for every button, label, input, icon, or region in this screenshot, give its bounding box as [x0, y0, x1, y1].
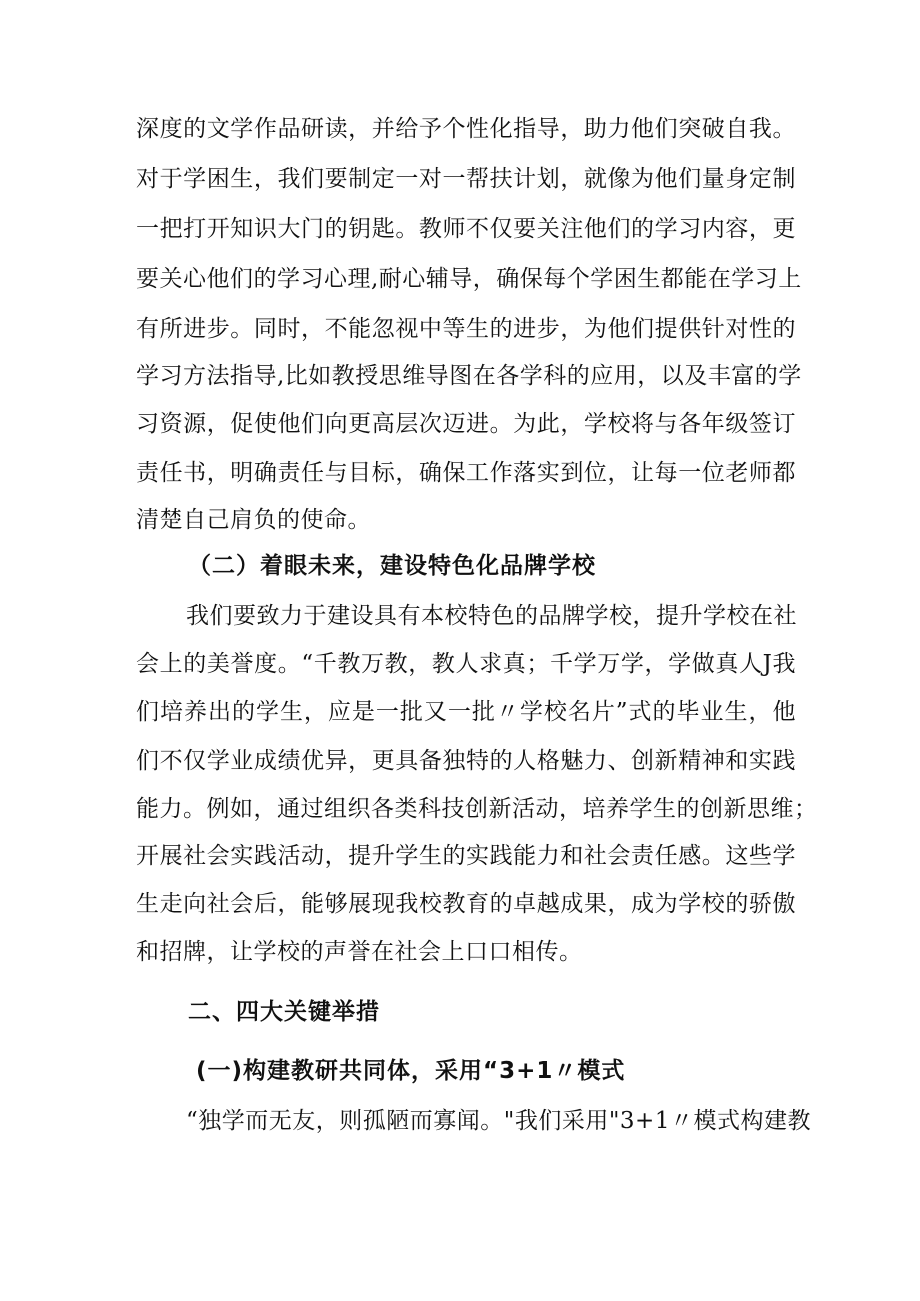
section-title: 二、四大关键举措 [188, 999, 380, 1025]
paragraph-1-line-9: 清楚自己肩负的使命。 [136, 507, 371, 533]
paragraph-2-line-7: 生走向社会后，能够展现我校教育的卓越成果，成为学校的骄傲 [136, 891, 796, 917]
paragraph-3-line-1: “独学而无友，则孤陋而寡闻。"我们采用"3+1〃模式构建教 [186, 1108, 811, 1134]
paragraph-1-line-6: 学习方法指导,比如教授思维导图在各学科的应用，以及丰富的学 [136, 363, 802, 389]
paragraph-2-line-6: 开展社会实践活动，提升学生的实践能力和社会责任感。这些学 [136, 843, 796, 869]
subsection-heading-2: （二）着眼未来，建设特色化品牌学校 [188, 553, 596, 579]
paragraph-2-line-2: 会上的美誉度。“千教万教，教人求真；千学万学，学做真人J我 [136, 651, 796, 677]
paragraph-2-line-4: 们不仅学业成绩优异，更具备独特的人格魅力、创新精神和实践 [136, 748, 796, 774]
paragraph-1-line-2: 对于学困生，我们要制定一对一帮扶计划，就像为他们量身定制 [136, 166, 796, 192]
paragraph-2-line-1: 我们要致力于建设具有本校特色的品牌学校，提升学校在社 [186, 603, 797, 629]
subsection-heading-1: (一)构建教研共同体，采用“3+1〃模式 [196, 1058, 626, 1084]
paragraph-2-line-3: 们培养出的学生，应是一批又一批〃学校名片”式的毕业生，他 [136, 699, 796, 725]
paragraph-1-line-1: 深度的文学作品研读，并给予个性化指导，助力他们突破自我。 [136, 116, 796, 142]
paragraph-1-line-4: 要关心他们的学习心理,耐心辅导，确保每个学困生都能在学习上 [136, 266, 802, 292]
paragraph-1-line-5: 有所进步。同时，不能忽视中等生的进步，为他们提供针对性的 [136, 316, 796, 342]
paragraph-1-line-3: 一把打开知识大门的钥匙。教师不仅要关注他们的学习内容，更 [136, 216, 796, 242]
paragraph-1-line-8: 责任书，明确责任与目标，确保工作落实到位，让每一位老师都 [136, 460, 796, 486]
paragraph-1-line-7: 习资源，促使他们向更高层次迈进。为此，学校将与各年级签订 [136, 411, 796, 437]
paragraph-2-line-8: 和招牌，让学校的声誉在社会上口口相传。 [136, 939, 583, 965]
paragraph-2-line-5: 能力。例如，通过组织各类科技创新活动，培养学生的创新思维； [136, 796, 818, 822]
